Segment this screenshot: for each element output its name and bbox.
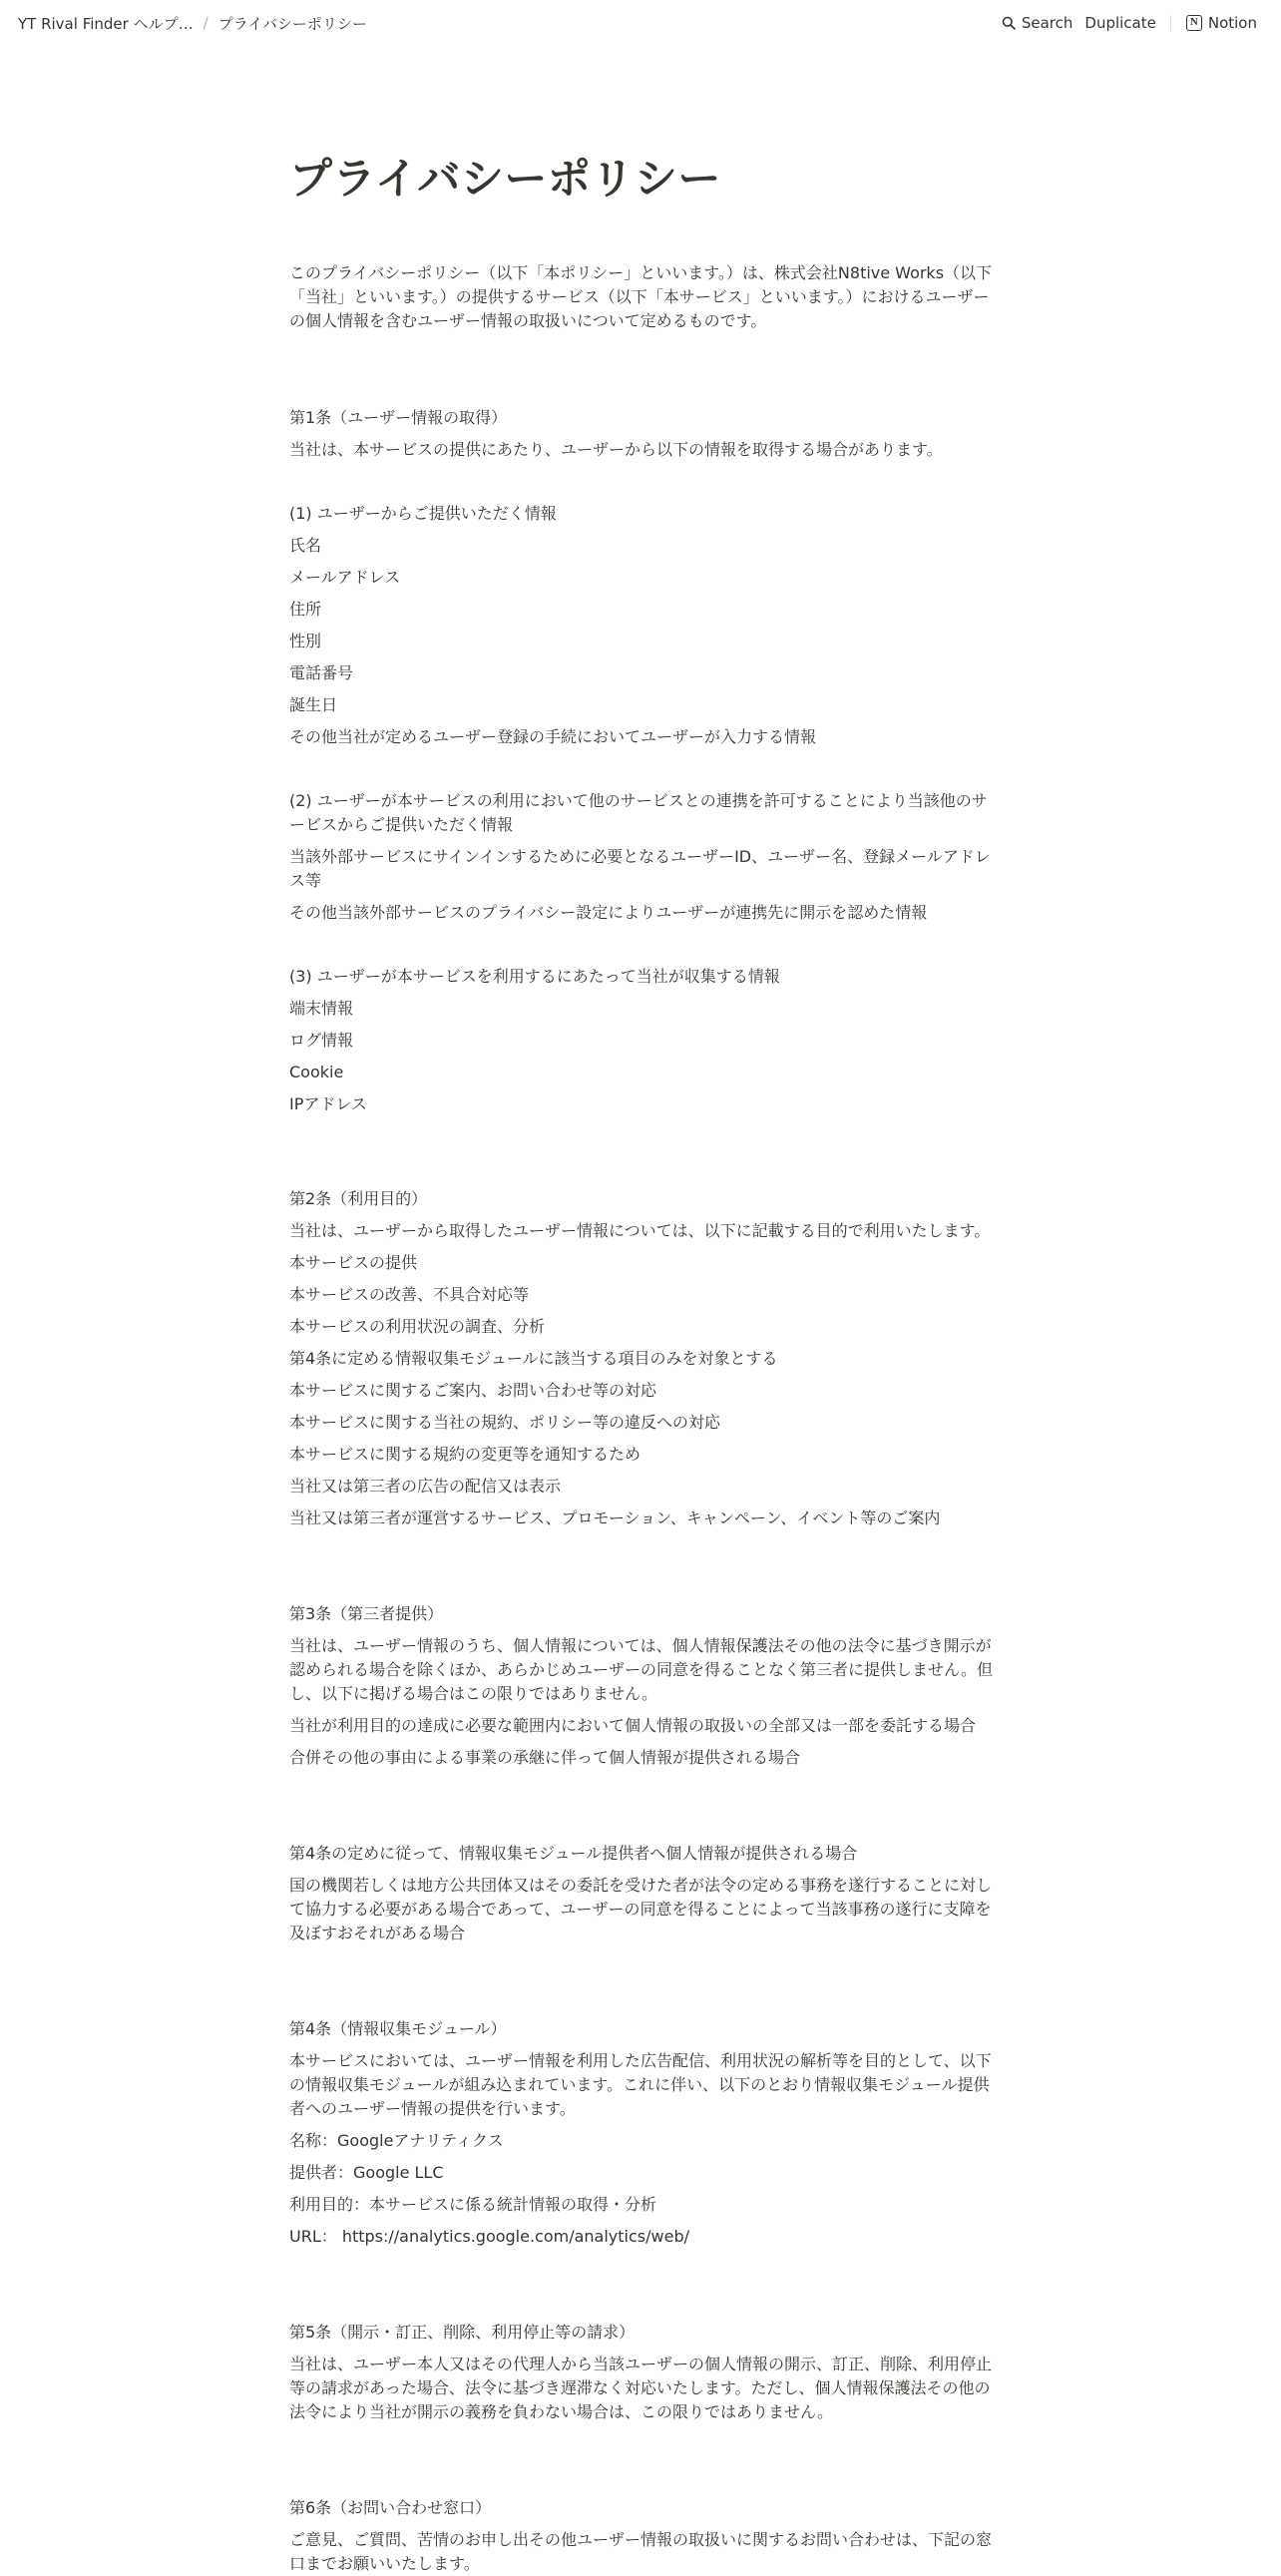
list-item: その他当社が定めるユーザー登録の手続においてユーザーが入力する情報 <box>289 727 817 746</box>
notion-link[interactable] <box>1180 11 1263 35</box>
list-item: その他当該外部サービスのプライバシー設定によりユーザーが連携先に開示を認めた情報 <box>289 903 928 922</box>
list-item: 住所 <box>289 600 322 619</box>
list-item: 本サービスの提供 <box>289 1253 418 1272</box>
list-item: 国の機関若しくは地方公共団体又はその委託を受けた者が法令の定める事務を遂行することに対して協力する必要がある場合であって、ユーザーの同意を得ることによって当該事務の遂行に支障を及ぼすおそれがある場合 <box>289 1876 993 1942</box>
list-item: 当該外部サービスにサインインするために必要となるユーザーID、ユーザー名、登録メールアドレス等 <box>289 847 991 890</box>
list-item: IPアドレス <box>289 1094 367 1113</box>
article-6-heading: 第6条（お問い合わせ窓口） <box>289 2498 492 2517</box>
article-4-heading: 第4条（情報収集モジュール） <box>289 2019 507 2038</box>
toolbar-actions <box>996 11 1263 35</box>
article-1-heading: 第1条（ユーザー情報の取得） <box>289 408 508 427</box>
toolbar-divider <box>1170 15 1171 31</box>
search-icon <box>1002 16 1016 30</box>
article-2-heading: 第2条（利用目的） <box>289 1189 428 1208</box>
paragraph: 当社は、ユーザー本人又はその代理人から当該ユーザーの個人情報の開示、訂正、削除、利用停止等の請求があった場合、法令に基づき遅滞なく対応いたします。ただし、個人情報保護法その他の法令により当社が開示の義務を負わない場合は、この限りではありません。 <box>289 2355 993 2421</box>
top-bar <box>0 0 1281 46</box>
list-item: 名称：Googleアナリティクス <box>289 2131 504 2150</box>
url-text: URL： https://analytics.google.com/analytics/web/ <box>289 2227 689 2246</box>
list-item: メールアドレス <box>289 568 401 587</box>
list-item: 第4条の定めに従って、情報収集モジュール提供者へ個人情報が提供される場合 <box>289 1844 858 1863</box>
paragraph: 本サービスにおいては、ユーザー情報を利用した広告配信、利用状況の解析等を目的として、以下の情報収集モジュールが組み込まれています。これに伴い、以下のとおり情報収集モジュール提供者へのユーザー情報の提供を行います。 <box>289 2051 992 2118</box>
breadcrumb-parent-link[interactable]: YT Rival Finder ヘルプ… <box>18 14 194 33</box>
list-item: 端末情報 <box>289 999 354 1018</box>
notion-label: Notion <box>1207 14 1257 32</box>
subsection-heading: (3) ユーザーが本サービスを利用するにあたって当社が収集する情報 <box>289 967 780 986</box>
list-item: 氏名 <box>289 536 322 555</box>
list-item: 性別 <box>289 632 322 650</box>
duplicate-button[interactable] <box>1078 11 1161 35</box>
subsection-heading: (2) ユーザーが本サービスの利用において他のサービスとの連携を許可することにより当該他のサービスからご提供いただく情報 <box>289 791 988 834</box>
list-item: 第4条に定める情報収集モジュールに該当する項目のみを対象とする <box>289 1349 778 1368</box>
list-item: 当社又は第三者が運営するサービス、プロモーション、キャンペーン、イベント等のご案内 <box>289 1508 941 1527</box>
list-item: Cookie <box>289 1063 344 1081</box>
breadcrumb-current-page[interactable]: プライバシーポリシー <box>217 14 367 33</box>
breadcrumb-separator: / <box>203 14 209 32</box>
article-5-heading: 第5条（開示・訂正、削除、利用停止等の請求） <box>289 2323 636 2342</box>
subsection-heading: (1) ユーザーからご提供いただく情報 <box>289 504 557 523</box>
page-title: プライバシーポリシー <box>289 155 721 205</box>
list-item: 提供者：Google LLC <box>289 2163 444 2182</box>
list-item: 合併その他の事由による事業の承継に伴って個人情報が提供される場合 <box>289 1748 801 1767</box>
search-button[interactable] <box>996 11 1079 35</box>
list-item: 当社又は第三者の広告の配信又は表示 <box>289 1477 562 1496</box>
list-item: 誕生日 <box>289 695 338 714</box>
paragraph: 当社は、本サービスの提供にあたり、ユーザーから以下の情報を取得する場合があります。 <box>289 440 943 459</box>
paragraph: 当社は、ユーザーから取得したユーザー情報については、以下に記載する目的で利用いたします。 <box>289 1221 991 1240</box>
list-item: 当社が利用目的の達成に必要な範囲内において個人情報の取扱いの全部又は一部を委託する場合 <box>289 1716 977 1735</box>
notion-logo-icon: N <box>1186 15 1202 31</box>
search-label: Search <box>1021 14 1073 32</box>
list-item: 利用目的：本サービスに係る統計情報の取得・分析 <box>289 2195 657 2214</box>
list-item: ログ情報 <box>289 1031 354 1050</box>
list-item: 本サービスに関するご案内、お問い合わせ等の対応 <box>289 1381 657 1400</box>
paragraph: ご意見、ご質問、苦情のお申し出その他ユーザー情報の取扱いに関するお問い合わせは、下記の窓口までお願いいたします。 <box>289 2530 993 2573</box>
paragraph: 当社は、ユーザー情報のうち、個人情報については、個人情報保護法その他の法令に基づき開示が認められる場合を除くほか、あらかじめユーザーの同意を得ることなく第三者に提供しません。但し、以下に掲げる場合はこの限りではありません。 <box>289 1636 993 1703</box>
intro-paragraph: このプライバシーポリシー（以下「本ポリシー」といいます。）は、株式会社N8tive Works（以下「当社」といいます。）の提供するサービス（以下「本サービス」といいます。）におけるユーザーの個人情報を含むユーザー情報の取扱いについて定めるものです。 <box>289 263 993 330</box>
list-item: 本サービスの改善、不具合対応等 <box>289 1285 530 1304</box>
list-item: 本サービスの利用状況の調査、分析 <box>289 1317 546 1336</box>
list-item: 電話番号 <box>289 663 354 682</box>
article-3-heading: 第3条（第三者提供） <box>289 1604 444 1623</box>
duplicate-label: Duplicate <box>1084 14 1156 32</box>
breadcrumb <box>18 11 367 36</box>
list-item: 本サービスに関する規約の変更等を通知するため <box>289 1445 641 1464</box>
list-item: 本サービスに関する当社の規約、ポリシー等の違反への対応 <box>289 1413 721 1432</box>
